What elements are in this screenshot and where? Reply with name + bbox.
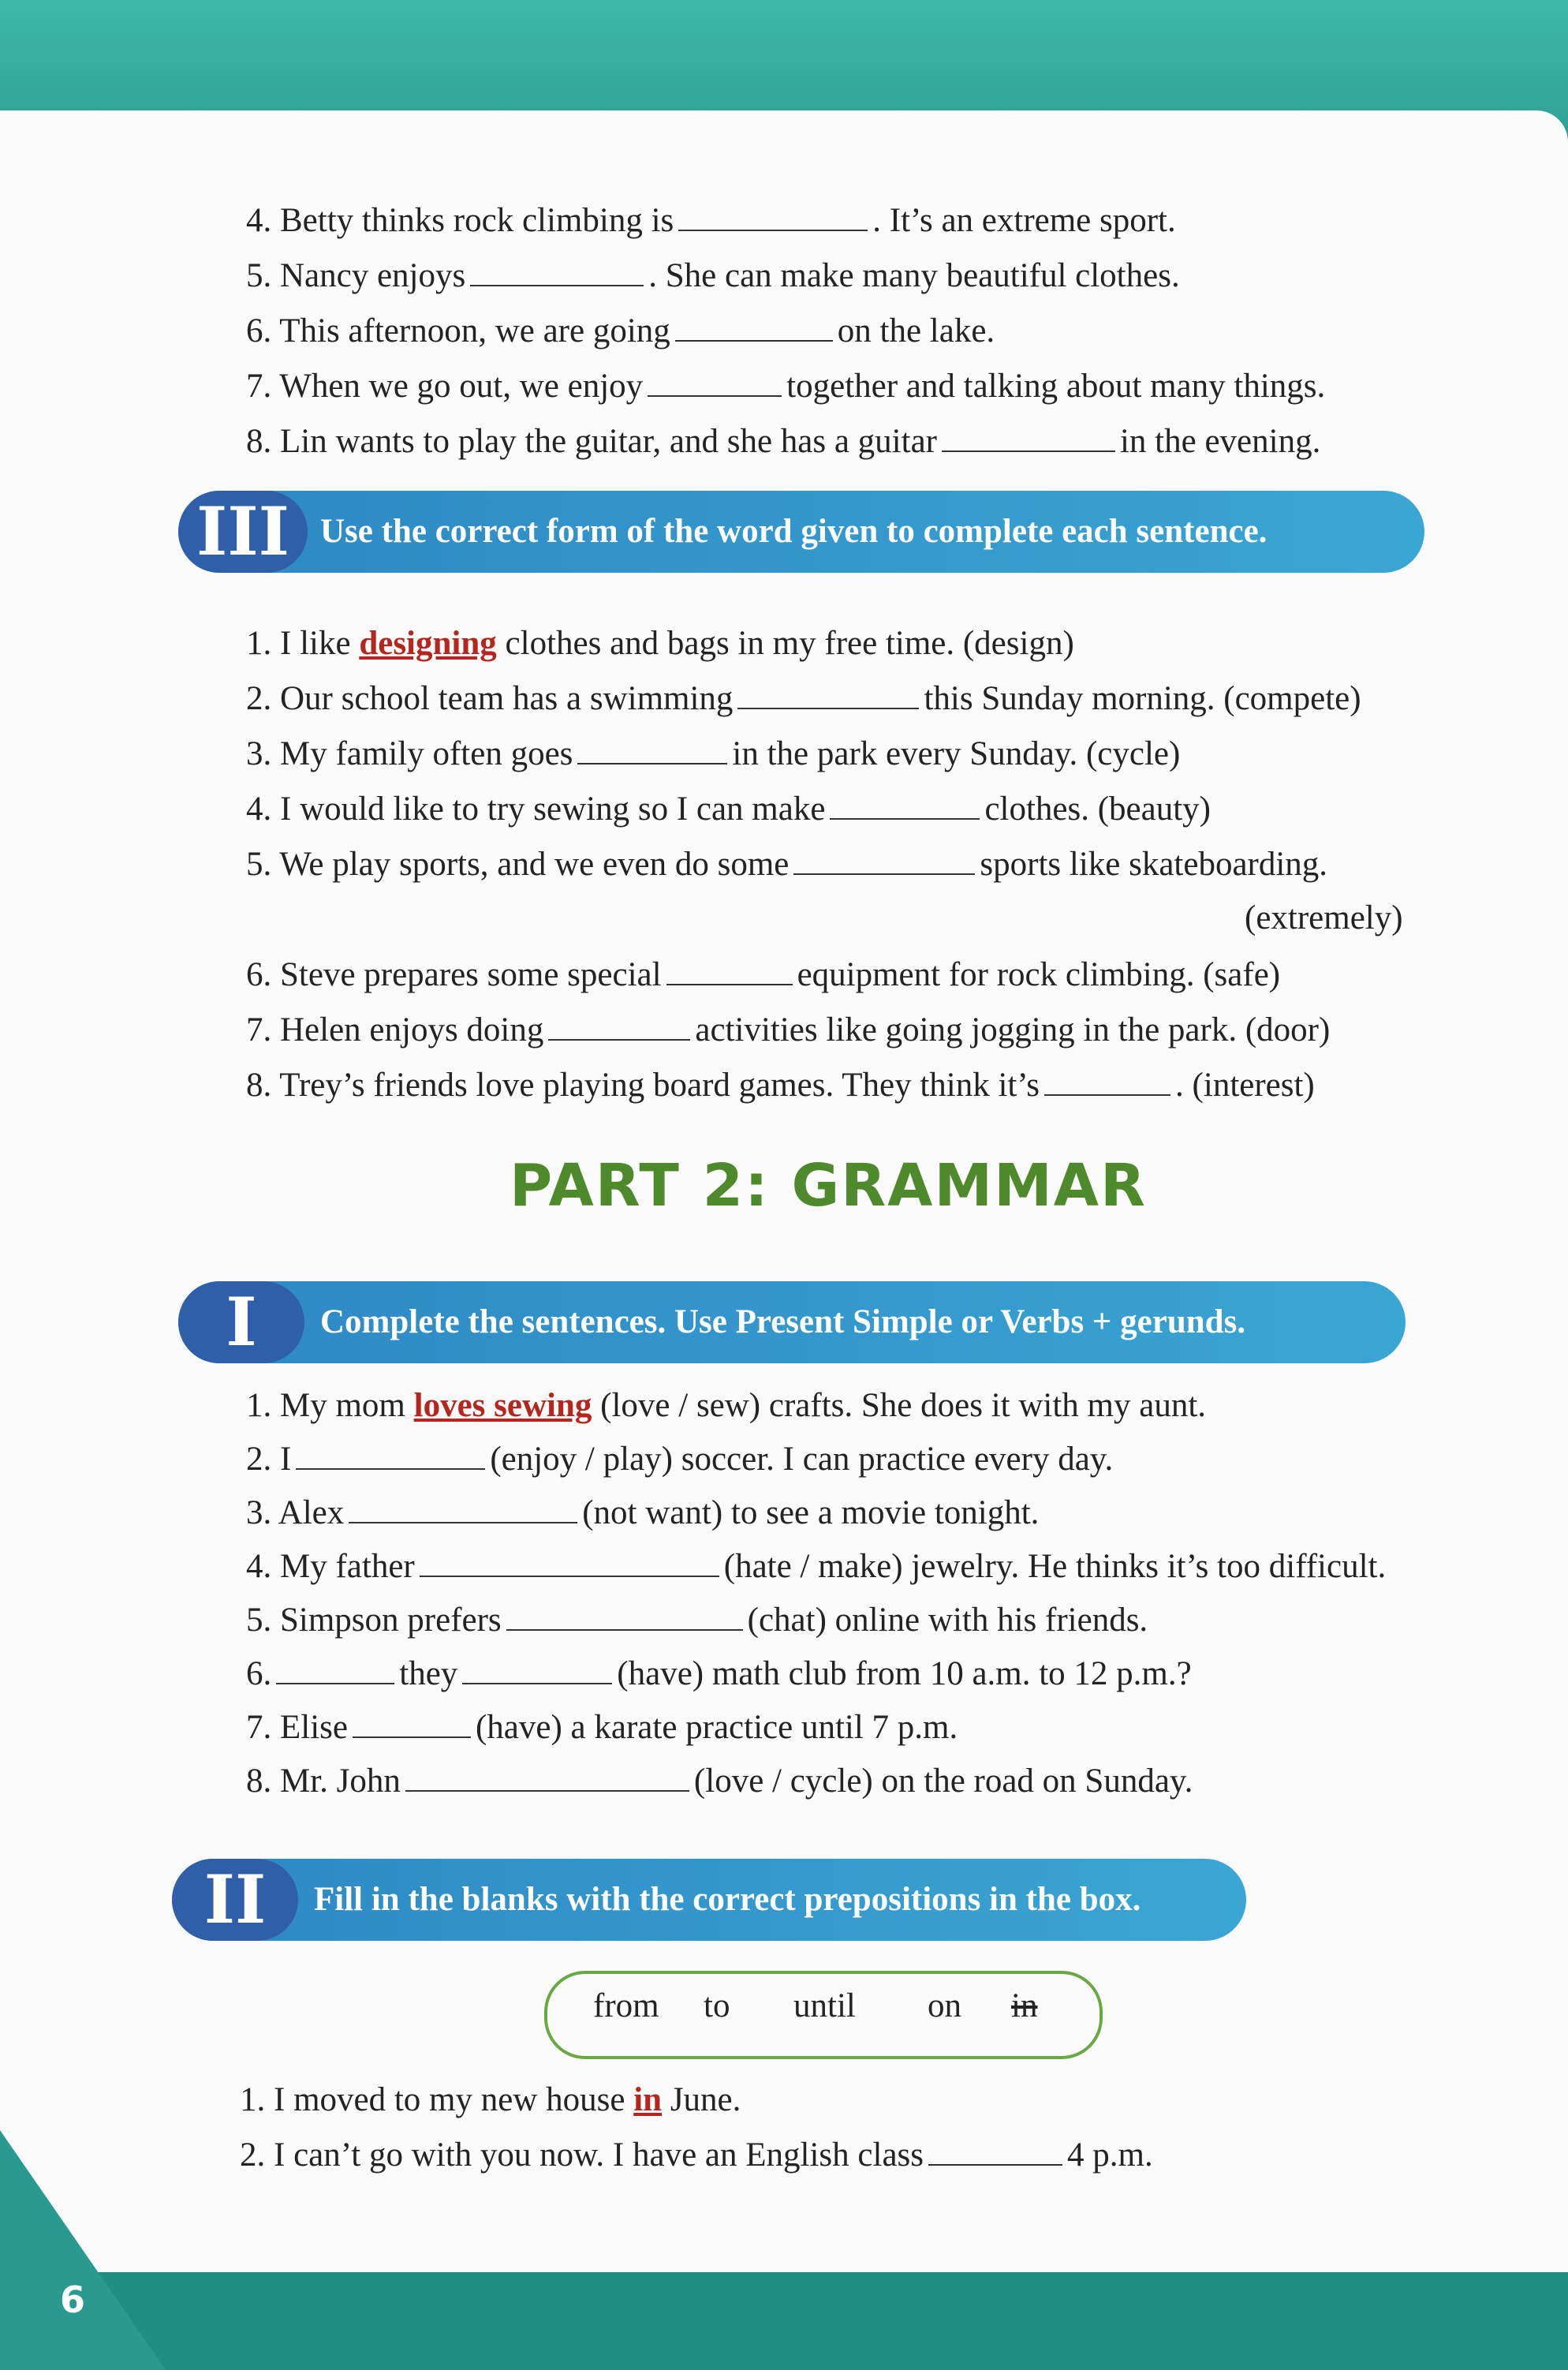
section-i-roman: I — [178, 1281, 304, 1363]
section-iii-roman: III — [178, 491, 308, 573]
exercise-item: 4. Betty thinks rock climbing is . It’s an extreme sport. — [246, 202, 1176, 239]
exercise-item: 5. We play sports, and we even do some sports like skateboarding. — [246, 846, 1328, 883]
answer-blank[interactable] — [276, 1654, 394, 1684]
page-number: 6 — [60, 2278, 86, 2321]
exercise-item: 5. Nancy enjoys . She can make many beautiful clothes. — [246, 257, 1180, 294]
answer-blank[interactable] — [830, 790, 980, 820]
exercise-item: 3. Alex (not want) to see a movie tonight. — [246, 1494, 1040, 1531]
section-iii-banner — [178, 491, 1424, 573]
section-ii-banner — [172, 1859, 1246, 1941]
exercise-item: 6. This afternoon, we are going on the lake. — [246, 312, 995, 350]
bottom-teal-band — [0, 2272, 1568, 2370]
answer-blank[interactable] — [420, 1547, 719, 1577]
exercise-item-continuation: (extremely) — [1245, 899, 1403, 936]
answer-blank[interactable] — [462, 1654, 612, 1684]
exercise-item: 7. Elise (have) a karate practice until 7 p.m. — [246, 1709, 958, 1746]
section-i-banner — [178, 1281, 1406, 1363]
section-ii-roman: II — [172, 1859, 298, 1941]
answer-blank[interactable] — [296, 1440, 485, 1470]
answer-blank[interactable] — [405, 1762, 689, 1792]
section-ii-instruction: Fill in the blanks with the correct prepositions in the box. — [314, 1881, 1141, 1918]
part-title: PART 2: GRAMMAR — [510, 1152, 1147, 1220]
exercise-item: 8. Lin wants to play the guitar, and she has a guitar in the evening. — [246, 423, 1321, 460]
sample-answer: loves sewing — [413, 1387, 592, 1424]
box-word: on — [928, 1987, 961, 2024]
exercise-item: 7. When we go out, we enjoy together and talking about many things. — [246, 368, 1326, 405]
exercise-item: 2. I can’t go with you now. I have an English class 4 p.m. — [240, 2136, 1153, 2174]
answer-blank[interactable] — [1044, 1066, 1170, 1096]
answer-blank[interactable] — [577, 735, 727, 764]
exercise-item: 3. My family often goes in the park every Sunday. (cycle) — [246, 735, 1181, 772]
answer-blank[interactable] — [548, 1011, 690, 1041]
exercise-item: 7. Helen enjoys doing activities like going jogging in the park. (door) — [246, 1011, 1331, 1049]
section-iii-instruction: Use the correct form of the word given to complete each sentence. — [320, 513, 1267, 550]
answer-blank[interactable] — [678, 201, 868, 231]
exercise-item: 1. I like designing clothes and bags in my free time. (design) — [246, 625, 1074, 662]
exercise-item: 8. Trey’s friends love playing board games. They think it’s . (interest) — [246, 1067, 1315, 1104]
answer-blank[interactable] — [349, 1493, 577, 1523]
answer-blank[interactable] — [470, 256, 644, 286]
box-word: until — [793, 1987, 856, 2024]
exercise-item: 6. they (have) math club from 10 a.m. to 12 p.m.? — [246, 1655, 1192, 1692]
answer-blank[interactable] — [928, 2136, 1062, 2166]
sample-answer: designing — [359, 625, 497, 662]
exercise-item: 5. Simpson prefers (chat) online with his friends. — [246, 1602, 1148, 1639]
box-word: to — [704, 1987, 730, 2024]
exercise-item: 2. I (enjoy / play) soccer. I can practice every day. — [246, 1441, 1114, 1478]
sample-answer: in — [633, 2081, 663, 2118]
exercise-item: 8. Mr. John (love / cycle) on the road on Sunday. — [246, 1763, 1193, 1800]
answer-blank[interactable] — [666, 955, 793, 985]
exercise-item: 1. I moved to my new house in June. — [240, 2081, 741, 2118]
answer-blank[interactable] — [353, 1708, 471, 1738]
section-i-instruction: Complete the sentences. Use Present Simple or Verbs + gerunds. — [320, 1303, 1246, 1340]
exercise-item: 1. My mom loves sewing (love / sew) crafts. She does it with my aunt. — [246, 1387, 1207, 1424]
answer-blank[interactable] — [737, 679, 919, 709]
answer-blank[interactable] — [793, 845, 975, 875]
exercise-item: 2. Our school team has a swimming this Sunday morning. (compete) — [246, 680, 1361, 717]
box-word-crossed: in — [1011, 1987, 1038, 2024]
exercise-item: 6. Steve prepares some special equipment for rock climbing. (safe) — [246, 956, 1281, 993]
answer-blank[interactable] — [942, 422, 1115, 452]
top-teal-band — [0, 0, 1568, 126]
answer-blank[interactable] — [648, 367, 782, 397]
exercise-item: 4. My father (hate / make) jewelry. He thinks it’s too difficult. — [246, 1548, 1387, 1585]
answer-blank[interactable] — [675, 312, 833, 342]
box-word: from — [593, 1987, 659, 2024]
exercise-item: 4. I would like to try sewing so I can make clothes. (beauty) — [246, 791, 1211, 828]
answer-blank[interactable] — [506, 1601, 743, 1631]
preposition-word-box — [544, 1971, 1103, 2059]
